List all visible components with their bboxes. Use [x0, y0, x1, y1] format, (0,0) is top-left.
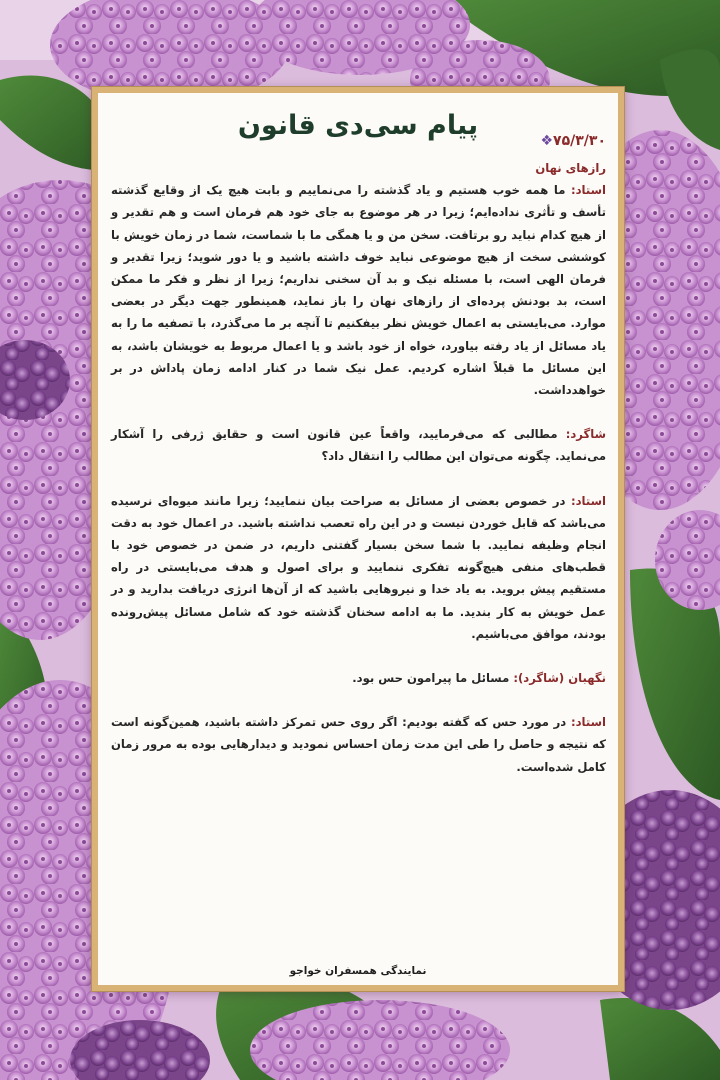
paragraph-text: مطالبی که می‌فرمایید، واقعاً عین قانون است و حقایق ژرفی را آشکار می‌نماید. چگونه می‌توان این مطالب را انتقال داد؟: [111, 427, 606, 464]
paragraph-3: [111, 490, 606, 645]
page-title: پیام سی‌دی قانون: [237, 110, 479, 141]
paragraph-text: در مورد حس که گفته بودیم: اگر روی حس تمرکز داشته باشید، همین‌گونه است که نتیجه و حاصل را طی این مدت زمان احساس نمودید و دیدارهایی بوده به مرور زمان کامل شده‌است.: [111, 715, 606, 774]
message-body: [111, 157, 606, 778]
paragraph-4: [111, 667, 606, 689]
flower-bullet-icon: ❖: [540, 133, 554, 149]
paragraph-2: [111, 423, 606, 467]
paragraph-text: مسائل ما پیرامون حس بود.: [352, 671, 514, 686]
paragraph-spacer: [111, 468, 606, 490]
paragraph-1: [111, 179, 606, 401]
paragraph-spacer: [111, 401, 606, 423]
paragraph-spacer: [111, 645, 606, 667]
paragraph-spacer: [111, 689, 606, 711]
speaker-label: شاگرد:: [565, 427, 606, 442]
topic-heading: رازهای نهان: [535, 161, 606, 175]
paragraph-5: [111, 711, 606, 778]
paragraph-text: ما همه خوب هستیم و یاد گذشته را می‌نماییم و بابت هیچ یک از وقایع گذشته تأسف و تأثری نداده‌ایم؛ زیرا در هر موضوع به جای خود هم فرمان است و هم تقدیر و از هیچ کدام نباید رو برتافت. سخن من و یا همگی ما با شماست، شما در زمان خویش با کوششی سخت از هیچ موضوعی نباید خوف داشته باشید و یا دور شوید؛ زیرا تقدیر و فرمان الهی است، با مسئله نیک و بد آن سخنی نداریم؛ زیرا از نظر و فکر ما ممکن است، بد بودنش پرده‌ای از رازهای نهان را باز نماید، همینطور جهت دیگر در بعضی موارد. می‌بایستی به اعمال خویش نظر بیفکنیم تا آنچه بر ما می‌گذرد، با تصفیه ما را به یاد مسائل از یاد رفته بیاورد، خواه از خود باشد و یا اعمال مربوط به خویشان باشد، به این مسائل ما قبلاً اشاره کردیم. عمل نیک شما در کنار ادامه زمان پاداش در بر خواهدداشت.: [111, 183, 606, 398]
message-card: [92, 87, 624, 991]
signature: نمایندگی همسفران خواجو: [289, 965, 427, 977]
speaker-label: استاد:: [570, 715, 606, 730]
message-date: [538, 133, 606, 149]
paragraph-text: در خصوص بعضی از مسائل به صراحت بیان ننمایید؛ زیرا مانند میوه‌ای نرسیده می‌باشد که قابل خوردن نیست و در این راه تعصب نداشته باشید. در اعمال خود به دقت انجام وظیفه نمایید. با شما سخن بسیار گفتنی داریم، در ضمن در خصوص خود با قطب‌های منفی هیچ‌گونه تفکری ننمایید و برای اصول و هدف می‌بایستی در راه مستقیم پیش بروید. به یاد خدا و نیروهایی باشید که از آن‌ها انرژی دریافت بدارید و در عمل خویش به کار بندید. ما به ادامه سخنان گذشته خود که شامل مسائل پیش‌رونده بودند، موافق می‌باشیم.: [111, 493, 606, 641]
speaker-label: استاد:: [570, 493, 606, 508]
date-value: ۷۵/۳/۳۰: [553, 133, 606, 149]
speaker-label: استاد:: [570, 183, 606, 198]
speaker-label: نگهبان (شاگرد):: [513, 671, 606, 686]
